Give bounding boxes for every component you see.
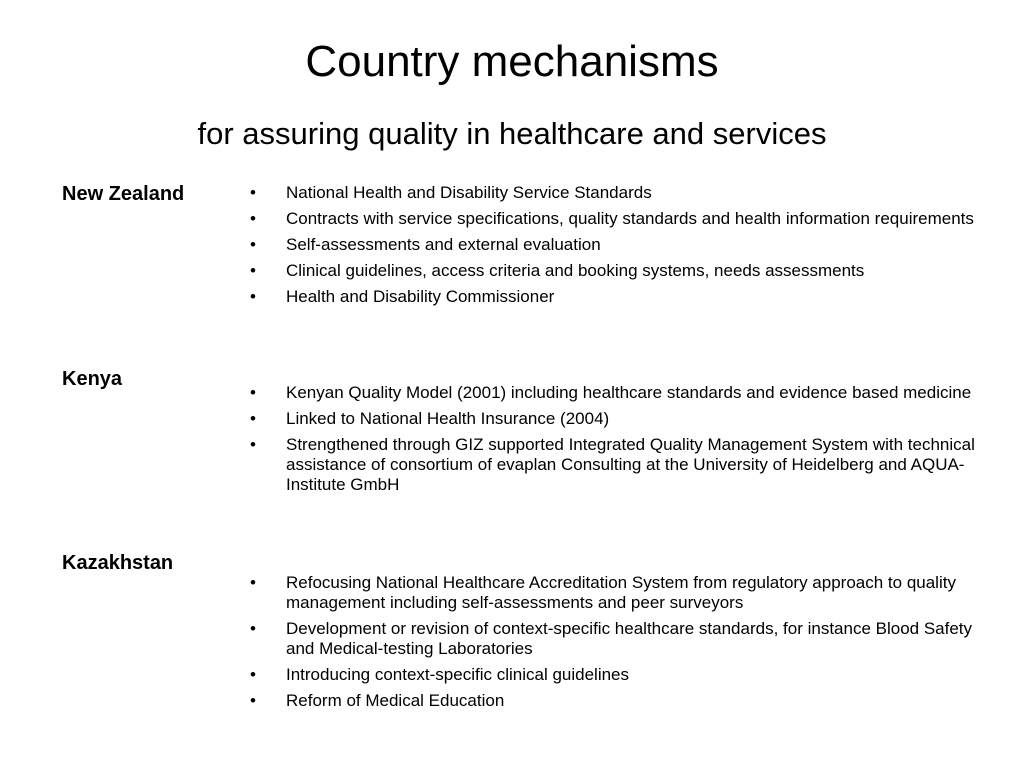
slide-subtitle: for assuring quality in healthcare and services (197, 116, 827, 151)
list-item (246, 619, 996, 659)
bullet-dot: • (250, 619, 256, 638)
list-item (246, 573, 996, 613)
country-label-kazakhstan: Kazakhstan (62, 552, 174, 574)
bullet-dot: • (250, 383, 256, 402)
list-item (246, 235, 996, 255)
list-item-text: National Health and Disability Service Standards (286, 183, 652, 202)
bullet-dot: • (250, 209, 256, 228)
bullet-list-kenya (246, 383, 996, 501)
bullet-dot: • (250, 435, 256, 454)
bullet-list-kazakhstan (246, 573, 996, 717)
list-item (246, 691, 996, 711)
bullet-dot: • (250, 691, 256, 710)
list-item (246, 183, 996, 203)
list-item-text: Self-assessments and external evaluation (286, 235, 601, 254)
list-item-text: Development or revision of context-specific healthcare standards, for instance Blood Safety and Medical-testing Laboratories (286, 619, 973, 658)
bullet-dot: • (250, 409, 256, 428)
list-item (246, 287, 996, 307)
list-item (246, 209, 996, 229)
bullet-dot: • (250, 235, 256, 254)
list-item (246, 383, 996, 403)
bullet-dot: • (250, 665, 256, 684)
list-item (246, 665, 996, 685)
country-label-kenya: Kenya (62, 368, 123, 390)
list-item-text: Linked to National Health Insurance (2004) (286, 409, 610, 428)
list-item-text: Strengthened through GIZ supported Integrated Quality Management System with technical assistance of consortium of evaplan Consulting at the University of Heidelberg and AQUA-Institute GmbH (286, 435, 975, 494)
list-item (246, 261, 996, 281)
slide-title: Country mechanisms (305, 37, 719, 86)
list-item-text: Reform of Medical Education (286, 691, 505, 710)
list-item (246, 435, 996, 495)
bullet-dot: • (250, 287, 256, 306)
bullet-list-new-zealand (246, 183, 996, 313)
bullet-dot: • (250, 573, 256, 592)
list-item (246, 409, 996, 429)
list-item-text: Introducing context-specific clinical guidelines (286, 665, 630, 684)
list-item-text: Clinical guidelines, access criteria and booking systems, needs assessments (286, 261, 865, 280)
country-label-new-zealand: New Zealand (62, 183, 185, 205)
list-item-text: Contracts with service specifications, quality standards and health information requirements (286, 209, 974, 228)
list-item-text: Kenyan Quality Model (2001) including healthcare standards and evidence based medicine (286, 383, 972, 402)
list-item-text: Refocusing National Healthcare Accreditation System from regulatory approach to quality management including self-assessments and peer surveyors (286, 573, 956, 612)
bullet-dot: • (250, 183, 256, 202)
list-item-text: Health and Disability Commissioner (286, 287, 555, 306)
bullet-dot: • (250, 261, 256, 280)
